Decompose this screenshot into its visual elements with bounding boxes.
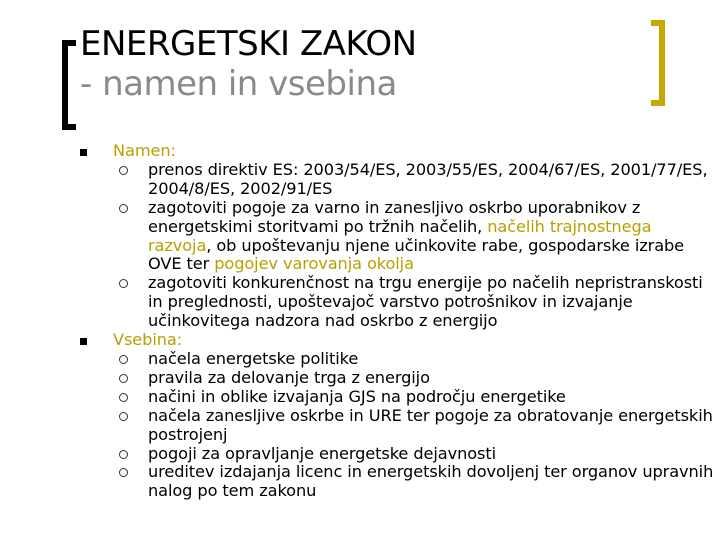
section-heading: Namen:: [113, 141, 176, 160]
square-bullet-icon: [80, 149, 87, 156]
circle-bullet-icon: [119, 412, 128, 421]
circle-bullet-icon: [119, 450, 128, 459]
item-text: pogoji za opravljanje energetske dejavnosti: [148, 443, 497, 463]
item-text: načela zanesljive oskrbe in URE ter pogoje za obratovanje energetskih postrojenj: [148, 405, 713, 444]
title-line-1: ENERGETSKI ZAKON: [80, 24, 417, 64]
list-item: [113, 445, 718, 464]
section-items: [113, 350, 718, 501]
list-item: [113, 350, 718, 369]
title-line-2: - namen in vsebina: [80, 64, 397, 104]
highlighted-text: načelih trajnostnega razvoja: [148, 216, 652, 255]
list-item: [113, 161, 718, 199]
list-item: [113, 463, 718, 501]
circle-bullet-icon: [119, 468, 128, 477]
slide-title: [80, 24, 417, 104]
item-text: načela energetske politike: [148, 348, 359, 368]
circle-bullet-icon: [119, 374, 128, 383]
slide-body: [78, 142, 718, 501]
list-item: [113, 407, 718, 445]
title-bracket-right: [651, 20, 665, 106]
item-text: ureditev izdajanja licenc in energetskih dovoljenj ter organov upravnih nalog po tem zakonu: [148, 462, 714, 501]
item-text: prenos direktiv ES: 2003/54/ES, 2003/55/ES, 2004/67/ES, 2001/77/ES, 2004/8/ES, 2002/91/ES: [148, 159, 708, 198]
item-text: načini in oblike izvajanja GJS na področju energetike: [148, 386, 566, 406]
list-item: [113, 369, 718, 388]
item-text: pravila za delovanje trga z energijo: [148, 367, 430, 387]
item-text: , ob upoštevanju njene učinkovite rabe, gospodarske izrabe OVE ter: [148, 235, 685, 274]
item-text: zagotoviti konkurenčnost na trgu energije po načelih nepristranskosti in preglednosti, upoštevajoč varstvo potrošnikov in izvajanje učinkovitega nadzora nad oskrbo z energijo: [148, 273, 703, 331]
highlighted-text: pogojev varovanja okolja: [214, 254, 414, 274]
circle-bullet-icon: [119, 355, 128, 364]
circle-bullet-icon: [119, 166, 128, 175]
item-text: zagotoviti pogoje za varno in zanesljivo oskrbo uporabnikov z energetskimi storitvami po tržnih načelih,: [148, 197, 641, 236]
circle-bullet-icon: [119, 279, 128, 288]
section-1: [78, 331, 718, 501]
list-item: [113, 274, 718, 331]
list-item: [113, 199, 718, 275]
list-item: [113, 388, 718, 407]
section-0: [78, 142, 718, 331]
section-heading: Vsebina:: [113, 330, 183, 350]
circle-bullet-icon: [119, 204, 128, 213]
section-items: [113, 161, 718, 331]
square-bullet-icon: [80, 338, 87, 345]
title-bracket-left: [62, 40, 76, 130]
circle-bullet-icon: [119, 393, 128, 402]
